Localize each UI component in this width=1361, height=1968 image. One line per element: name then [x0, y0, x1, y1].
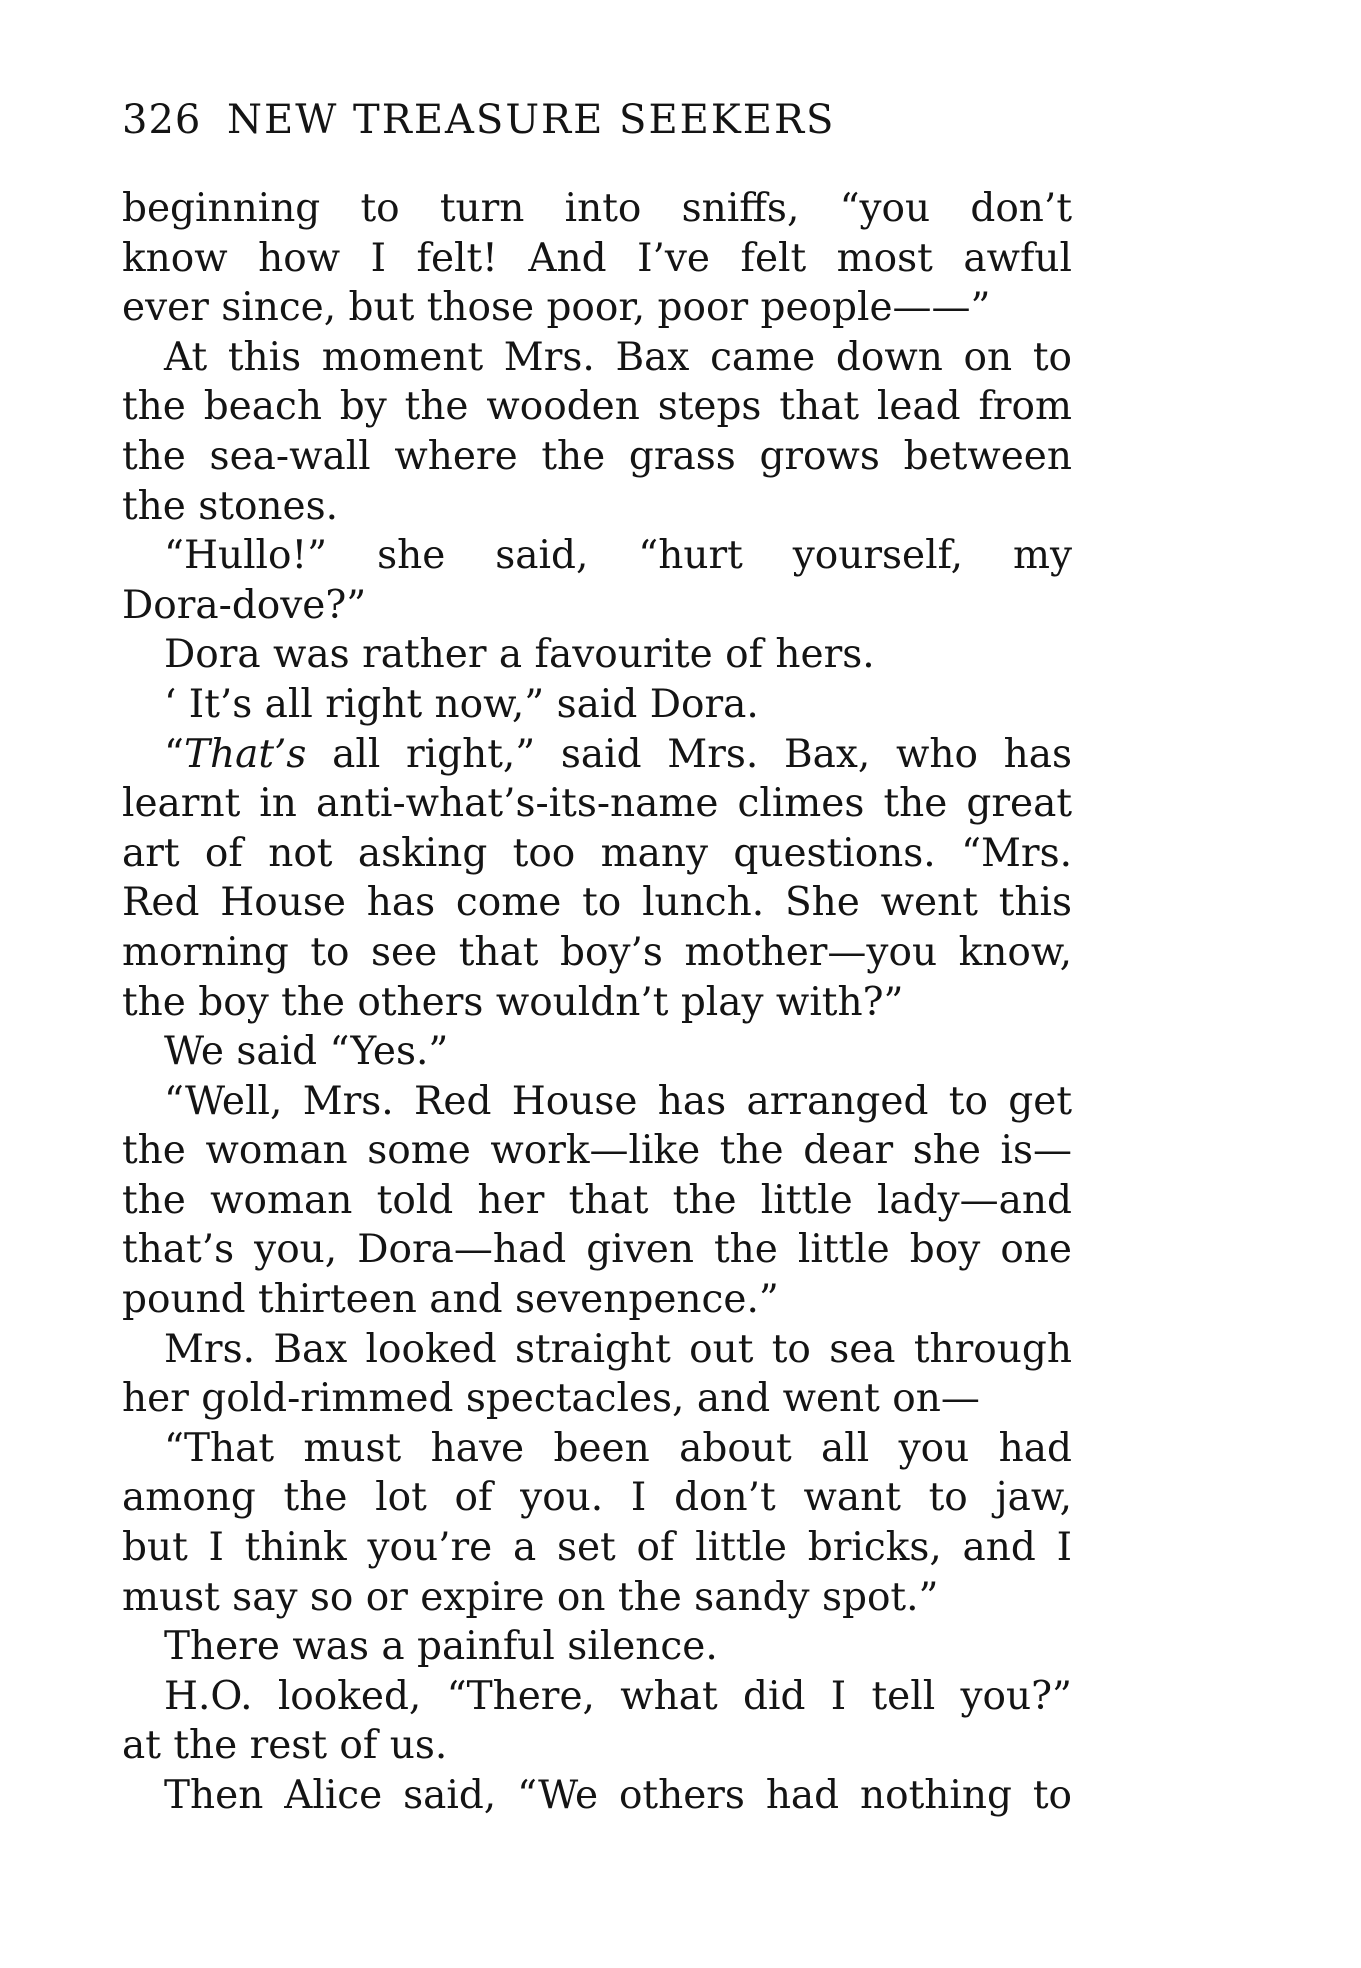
text-line: Then Alice said, “We others had nothing to	[164, 1773, 1072, 1818]
text-line: must say so or expire on the sandy spot.”	[122, 1574, 939, 1620]
text-line: We said “Yes.”	[164, 1029, 449, 1075]
text-line: pound thirteen and sevenpence.”	[122, 1277, 779, 1323]
text-line: Mrs. Bax looked straight out to sea through	[164, 1326, 1072, 1372]
text-line: ‘ It’s all right now,” said Dora.	[164, 681, 759, 727]
text-line: the sea-wall where the grass grows between	[122, 433, 1072, 479]
text-line: among the lot of you. I don’t want to jaw,	[122, 1475, 1072, 1521]
text-line: At this moment Mrs. Bax came down on to	[164, 334, 1072, 380]
text-line-emphasis: That’s	[183, 731, 307, 777]
page-number: 326	[122, 97, 202, 143]
text-line: know how I felt! And I’ve felt most awful	[122, 235, 1072, 281]
text-line: but I think you’re a set of little bricks, and I	[122, 1525, 1072, 1571]
text-line: at the rest of us.	[122, 1723, 448, 1769]
text-line: H.O. looked, “There, what did I tell you?”	[164, 1673, 1072, 1719]
text-line: the beach by the wooden steps that lead from	[122, 384, 1072, 430]
text-line: her gold-rimmed spectacles, and went on—	[122, 1376, 980, 1422]
text-line: “Well, Mrs. Red House has arranged to get	[164, 1078, 1072, 1124]
text-line: art of not asking too many questions. “Mrs.	[122, 830, 1072, 876]
text-line: “Hullo!” she said, “hurt yourself, my	[164, 533, 1072, 579]
text-line: that’s you, Dora—had given the little boy one	[122, 1227, 1072, 1273]
text-line: Red House has come to lunch. She went this	[122, 880, 1072, 926]
text-line: Dora-dove?”	[122, 582, 367, 628]
body-text	[122, 184, 1072, 1821]
text-line: beginning to turn into sniffs, “you don’t	[122, 186, 1072, 231]
text-line: ever since, but those poor, poor people——”	[122, 285, 991, 331]
text-line: Dora was rather a favourite of hers.	[164, 632, 875, 678]
text-line-rest: all right,” said Mrs. Bax, who has	[306, 731, 1072, 777]
text-line-quote: “	[164, 731, 184, 777]
text-line: There was a painful silence.	[164, 1624, 718, 1670]
text-line	[122, 730, 1072, 780]
text-line: learnt in anti-what’s-its-name climes the great	[122, 781, 1072, 827]
running-head	[122, 92, 1072, 148]
text-line: the stones.	[122, 483, 339, 529]
text-line: morning to see that boy’s mother—you know,	[122, 929, 1072, 975]
text-line: the woman told her that the little lady—and	[122, 1177, 1072, 1223]
text-line: “That must have been about all you had	[164, 1425, 1072, 1471]
text-line: the boy the others wouldn’t play with?”	[122, 979, 904, 1025]
book-title: NEW TREASURE SEEKERS	[227, 97, 836, 143]
text-line: the woman some work—like the dear she is—	[122, 1128, 1072, 1174]
